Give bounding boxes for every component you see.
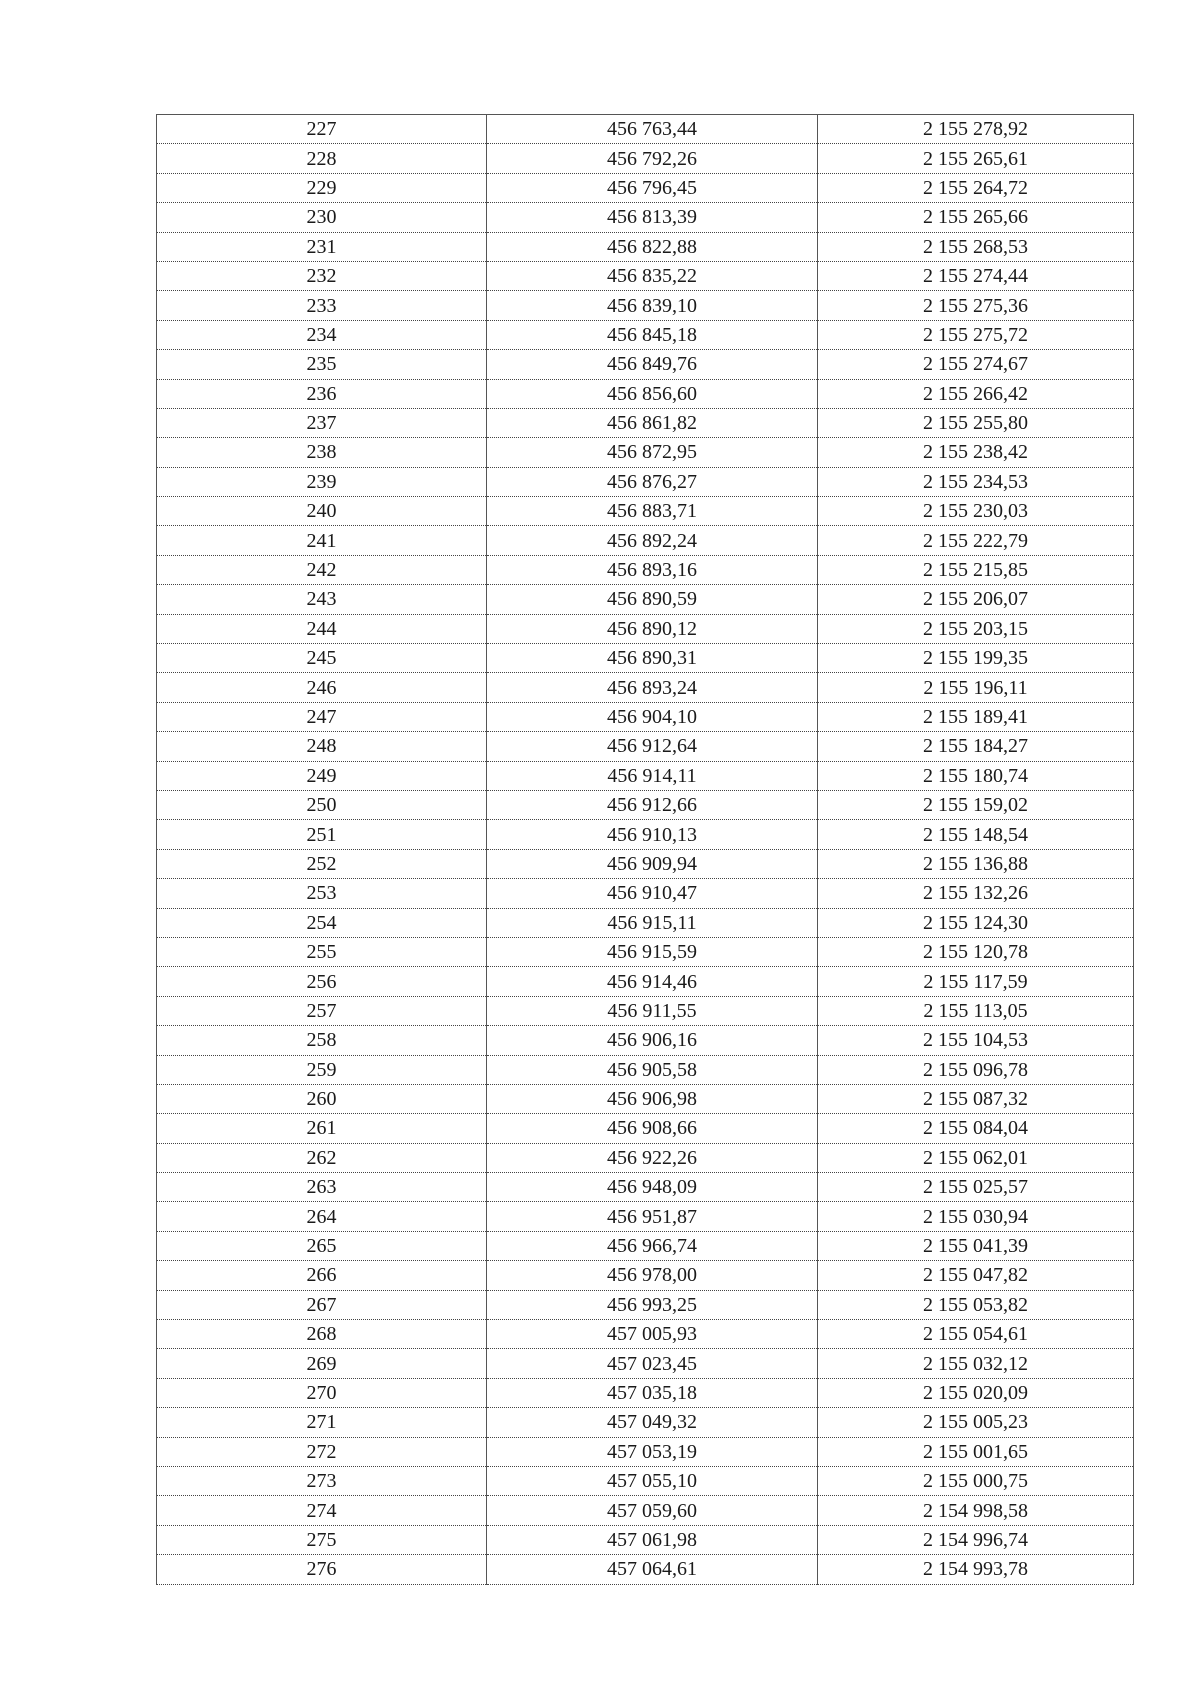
- point-number-cell: 266: [157, 1261, 487, 1290]
- point-number-cell: 250: [157, 790, 487, 819]
- point-number-cell: 233: [157, 291, 487, 320]
- y-coordinate-cell: 2 155 274,67: [818, 350, 1134, 379]
- y-coordinate-cell: 2 155 196,11: [818, 673, 1134, 702]
- x-coordinate-cell: 456 915,59: [487, 937, 818, 966]
- y-coordinate-cell: 2 155 030,94: [818, 1202, 1134, 1231]
- y-coordinate-cell: 2 154 996,74: [818, 1525, 1134, 1554]
- point-number-cell: 245: [157, 644, 487, 673]
- x-coordinate-cell: 456 966,74: [487, 1231, 818, 1260]
- x-coordinate-cell: 456 763,44: [487, 115, 818, 144]
- y-coordinate-cell: 2 155 265,66: [818, 203, 1134, 232]
- x-coordinate-cell: 456 915,11: [487, 908, 818, 937]
- x-coordinate-cell: 456 978,00: [487, 1261, 818, 1290]
- table-row: [157, 1290, 1134, 1319]
- point-number-cell: 232: [157, 261, 487, 290]
- point-number-cell: 236: [157, 379, 487, 408]
- y-coordinate-cell: 2 155 047,82: [818, 1261, 1134, 1290]
- table-row: [157, 1320, 1134, 1349]
- y-coordinate-cell: 2 154 993,78: [818, 1555, 1134, 1584]
- point-number-cell: 269: [157, 1349, 487, 1378]
- y-coordinate-cell: 2 155 032,12: [818, 1349, 1134, 1378]
- x-coordinate-cell: 457 055,10: [487, 1466, 818, 1495]
- table-row: [157, 820, 1134, 849]
- table-row: [157, 115, 1134, 144]
- y-coordinate-cell: 2 155 180,74: [818, 761, 1134, 790]
- y-coordinate-cell: 2 155 189,41: [818, 702, 1134, 731]
- x-coordinate-cell: 457 064,61: [487, 1555, 818, 1584]
- y-coordinate-cell: 2 155 199,35: [818, 644, 1134, 673]
- y-coordinate-cell: 2 155 124,30: [818, 908, 1134, 937]
- table-row: [157, 879, 1134, 908]
- table-row: [157, 1525, 1134, 1554]
- point-number-cell: 231: [157, 232, 487, 261]
- y-coordinate-cell: 2 155 255,80: [818, 408, 1134, 437]
- point-number-cell: 256: [157, 967, 487, 996]
- point-number-cell: 259: [157, 1055, 487, 1084]
- y-coordinate-cell: 2 155 215,85: [818, 555, 1134, 584]
- y-coordinate-cell: 2 155 117,59: [818, 967, 1134, 996]
- x-coordinate-cell: 456 892,24: [487, 526, 818, 555]
- point-number-cell: 268: [157, 1320, 487, 1349]
- y-coordinate-cell: 2 155 025,57: [818, 1173, 1134, 1202]
- point-number-cell: 234: [157, 320, 487, 349]
- x-coordinate-cell: 456 890,12: [487, 614, 818, 643]
- y-coordinate-cell: 2 155 087,32: [818, 1084, 1134, 1113]
- x-coordinate-cell: 457 005,93: [487, 1320, 818, 1349]
- y-coordinate-cell: 2 155 234,53: [818, 467, 1134, 496]
- y-coordinate-cell: 2 155 001,65: [818, 1437, 1134, 1466]
- x-coordinate-cell: 456 922,26: [487, 1143, 818, 1172]
- point-number-cell: 251: [157, 820, 487, 849]
- x-coordinate-cell: 456 908,66: [487, 1114, 818, 1143]
- point-number-cell: 254: [157, 908, 487, 937]
- point-number-cell: 272: [157, 1437, 487, 1466]
- table-row: [157, 379, 1134, 408]
- y-coordinate-cell: 2 155 148,54: [818, 820, 1134, 849]
- table-row: [157, 291, 1134, 320]
- point-number-cell: 264: [157, 1202, 487, 1231]
- y-coordinate-cell: 2 155 265,61: [818, 144, 1134, 173]
- y-coordinate-cell: 2 155 000,75: [818, 1466, 1134, 1495]
- point-number-cell: 246: [157, 673, 487, 702]
- point-number-cell: 242: [157, 555, 487, 584]
- x-coordinate-cell: 456 912,64: [487, 732, 818, 761]
- x-coordinate-cell: 456 796,45: [487, 173, 818, 202]
- y-coordinate-cell: 2 155 222,79: [818, 526, 1134, 555]
- x-coordinate-cell: 456 813,39: [487, 203, 818, 232]
- table-row: [157, 467, 1134, 496]
- point-number-cell: 235: [157, 350, 487, 379]
- table-row: [157, 1349, 1134, 1378]
- y-coordinate-cell: 2 155 062,01: [818, 1143, 1134, 1172]
- point-number-cell: 247: [157, 702, 487, 731]
- table-row: [157, 350, 1134, 379]
- x-coordinate-cell: 456 912,66: [487, 790, 818, 819]
- table-row: [157, 1055, 1134, 1084]
- x-coordinate-cell: 456 876,27: [487, 467, 818, 496]
- y-coordinate-cell: 2 155 206,07: [818, 585, 1134, 614]
- point-number-cell: 253: [157, 879, 487, 908]
- y-coordinate-cell: 2 155 084,04: [818, 1114, 1134, 1143]
- point-number-cell: 243: [157, 585, 487, 614]
- x-coordinate-cell: 457 023,45: [487, 1349, 818, 1378]
- point-number-cell: 244: [157, 614, 487, 643]
- y-coordinate-cell: 2 155 096,78: [818, 1055, 1134, 1084]
- x-coordinate-cell: 456 872,95: [487, 438, 818, 467]
- x-coordinate-cell: 456 906,98: [487, 1084, 818, 1113]
- point-number-cell: 241: [157, 526, 487, 555]
- point-number-cell: 227: [157, 115, 487, 144]
- point-number-cell: 258: [157, 1026, 487, 1055]
- x-coordinate-cell: 456 909,94: [487, 849, 818, 878]
- table-row: [157, 673, 1134, 702]
- table-row: [157, 732, 1134, 761]
- table-row: [157, 1261, 1134, 1290]
- table-row: [157, 438, 1134, 467]
- table-row: [157, 996, 1134, 1025]
- x-coordinate-cell: 456 839,10: [487, 291, 818, 320]
- table-row: [157, 1466, 1134, 1495]
- y-coordinate-cell: 2 155 266,42: [818, 379, 1134, 408]
- point-number-cell: 239: [157, 467, 487, 496]
- table-row: [157, 702, 1134, 731]
- table-row: [157, 320, 1134, 349]
- x-coordinate-cell: 456 910,47: [487, 879, 818, 908]
- table-row: [157, 1231, 1134, 1260]
- point-number-cell: 237: [157, 408, 487, 437]
- table-row: [157, 1408, 1134, 1437]
- x-coordinate-cell: 456 845,18: [487, 320, 818, 349]
- x-coordinate-cell: 456 893,24: [487, 673, 818, 702]
- y-coordinate-cell: 2 155 020,09: [818, 1378, 1134, 1407]
- y-coordinate-cell: 2 155 264,72: [818, 173, 1134, 202]
- y-coordinate-cell: 2 155 159,02: [818, 790, 1134, 819]
- x-coordinate-cell: 456 906,16: [487, 1026, 818, 1055]
- y-coordinate-cell: 2 155 104,53: [818, 1026, 1134, 1055]
- point-number-cell: 255: [157, 937, 487, 966]
- x-coordinate-cell: 456 890,59: [487, 585, 818, 614]
- y-coordinate-cell: 2 155 054,61: [818, 1320, 1134, 1349]
- point-number-cell: 249: [157, 761, 487, 790]
- y-coordinate-cell: 2 155 278,92: [818, 115, 1134, 144]
- point-number-cell: 230: [157, 203, 487, 232]
- table-row: [157, 1202, 1134, 1231]
- x-coordinate-cell: 456 993,25: [487, 1290, 818, 1319]
- y-coordinate-cell: 2 155 268,53: [818, 232, 1134, 261]
- table-row: [157, 849, 1134, 878]
- table-row: [157, 644, 1134, 673]
- x-coordinate-cell: 457 049,32: [487, 1408, 818, 1437]
- x-coordinate-cell: 456 861,82: [487, 408, 818, 437]
- table-row: [157, 232, 1134, 261]
- point-number-cell: 276: [157, 1555, 487, 1584]
- x-coordinate-cell: 456 890,31: [487, 644, 818, 673]
- table-row: [157, 1378, 1134, 1407]
- y-coordinate-cell: 2 155 005,23: [818, 1408, 1134, 1437]
- table-row: [157, 203, 1134, 232]
- x-coordinate-cell: 456 948,09: [487, 1173, 818, 1202]
- coordinates-table-body: [157, 115, 1134, 1585]
- y-coordinate-cell: 2 155 136,88: [818, 849, 1134, 878]
- x-coordinate-cell: 456 910,13: [487, 820, 818, 849]
- point-number-cell: 263: [157, 1173, 487, 1202]
- y-coordinate-cell: 2 155 274,44: [818, 261, 1134, 290]
- table-row: [157, 144, 1134, 173]
- point-number-cell: 265: [157, 1231, 487, 1260]
- y-coordinate-cell: 2 155 203,15: [818, 614, 1134, 643]
- table-row: [157, 585, 1134, 614]
- y-coordinate-cell: 2 155 053,82: [818, 1290, 1134, 1319]
- point-number-cell: 260: [157, 1084, 487, 1113]
- coordinates-table: [156, 114, 1134, 1585]
- table-row: [157, 497, 1134, 526]
- point-number-cell: 248: [157, 732, 487, 761]
- y-coordinate-cell: 2 155 238,42: [818, 438, 1134, 467]
- y-coordinate-cell: 2 155 275,36: [818, 291, 1134, 320]
- table-row: [157, 1555, 1134, 1584]
- table-row: [157, 761, 1134, 790]
- table-row: [157, 908, 1134, 937]
- point-number-cell: 275: [157, 1525, 487, 1554]
- point-number-cell: 228: [157, 144, 487, 173]
- y-coordinate-cell: 2 155 113,05: [818, 996, 1134, 1025]
- x-coordinate-cell: 456 849,76: [487, 350, 818, 379]
- y-coordinate-cell: 2 155 184,27: [818, 732, 1134, 761]
- x-coordinate-cell: 456 914,46: [487, 967, 818, 996]
- y-coordinate-cell: 2 155 120,78: [818, 937, 1134, 966]
- table-row: [157, 1173, 1134, 1202]
- table-row: [157, 1084, 1134, 1113]
- x-coordinate-cell: 457 059,60: [487, 1496, 818, 1525]
- table-row: [157, 614, 1134, 643]
- table-row: [157, 937, 1134, 966]
- table-row: [157, 1026, 1134, 1055]
- point-number-cell: 261: [157, 1114, 487, 1143]
- point-number-cell: 267: [157, 1290, 487, 1319]
- x-coordinate-cell: 456 905,58: [487, 1055, 818, 1084]
- x-coordinate-cell: 457 061,98: [487, 1525, 818, 1554]
- table-row: [157, 408, 1134, 437]
- table-row: [157, 1143, 1134, 1172]
- table-row: [157, 555, 1134, 584]
- table-row: [157, 526, 1134, 555]
- y-coordinate-cell: 2 154 998,58: [818, 1496, 1134, 1525]
- y-coordinate-cell: 2 155 041,39: [818, 1231, 1134, 1260]
- point-number-cell: 270: [157, 1378, 487, 1407]
- x-coordinate-cell: 456 835,22: [487, 261, 818, 290]
- table-row: [157, 173, 1134, 202]
- x-coordinate-cell: 456 856,60: [487, 379, 818, 408]
- table-row: [157, 1496, 1134, 1525]
- point-number-cell: 257: [157, 996, 487, 1025]
- table-row: [157, 967, 1134, 996]
- point-number-cell: 240: [157, 497, 487, 526]
- y-coordinate-cell: 2 155 230,03: [818, 497, 1134, 526]
- x-coordinate-cell: 456 822,88: [487, 232, 818, 261]
- table-row: [157, 261, 1134, 290]
- point-number-cell: 274: [157, 1496, 487, 1525]
- point-number-cell: 238: [157, 438, 487, 467]
- table-row: [157, 1437, 1134, 1466]
- x-coordinate-cell: 456 951,87: [487, 1202, 818, 1231]
- point-number-cell: 273: [157, 1466, 487, 1495]
- table-row: [157, 790, 1134, 819]
- x-coordinate-cell: 456 911,55: [487, 996, 818, 1025]
- x-coordinate-cell: 456 914,11: [487, 761, 818, 790]
- x-coordinate-cell: 457 035,18: [487, 1378, 818, 1407]
- point-number-cell: 262: [157, 1143, 487, 1172]
- x-coordinate-cell: 456 883,71: [487, 497, 818, 526]
- x-coordinate-cell: 456 893,16: [487, 555, 818, 584]
- x-coordinate-cell: 457 053,19: [487, 1437, 818, 1466]
- point-number-cell: 229: [157, 173, 487, 202]
- x-coordinate-cell: 456 792,26: [487, 144, 818, 173]
- table-row: [157, 1114, 1134, 1143]
- point-number-cell: 252: [157, 849, 487, 878]
- y-coordinate-cell: 2 155 132,26: [818, 879, 1134, 908]
- x-coordinate-cell: 456 904,10: [487, 702, 818, 731]
- point-number-cell: 271: [157, 1408, 487, 1437]
- y-coordinate-cell: 2 155 275,72: [818, 320, 1134, 349]
